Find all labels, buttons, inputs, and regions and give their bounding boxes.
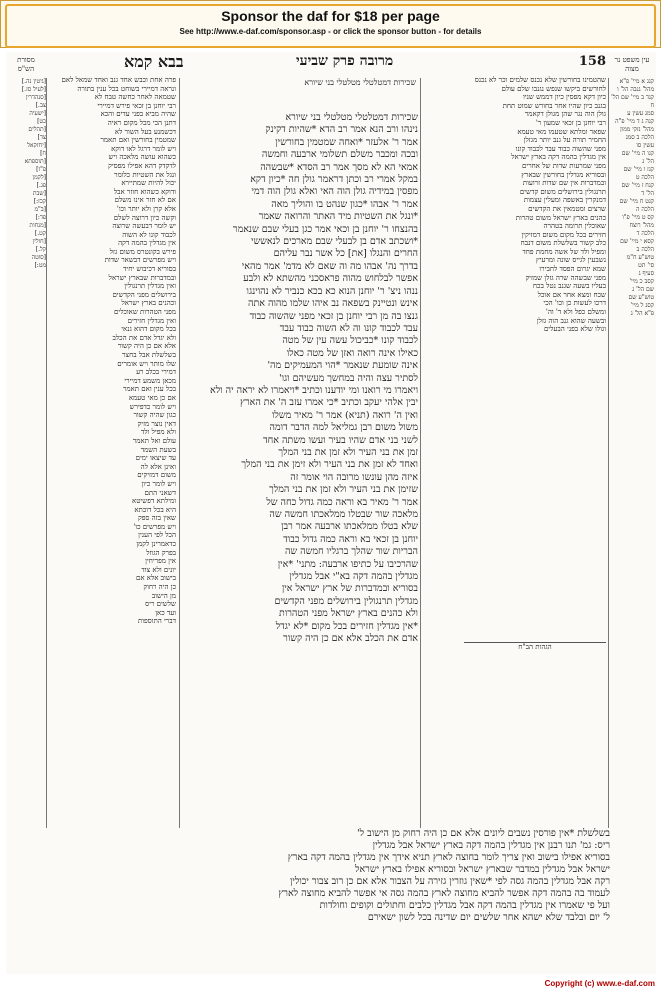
gemara-line: אמר ר' אלעזר *ואחה שמטמין בחורשין [275,136,418,148]
tosafot-line: פרה אחת וכבש אחד גנב ואחד שמאל לאם [61,76,176,84]
masoret-line: [תוספתא [24,158,46,165]
masoret-line: ח] [40,150,46,157]
gemara-bottom [50,828,610,954]
ein-mishpat-column [608,78,654,698]
rashi-line: גולן הוה נגר שהן מגולן דקאמר [524,110,606,119]
gemara-line: מלאכה שור שבטלו ממלאכתו חמשה שה [269,509,418,520]
rashi-line: מפני שמרעות שדות של אחרים [522,161,606,170]
rashi-column [464,76,606,666]
ein-mishpat-line: קנח ז מיי' שם [621,182,654,189]
gemara-bottom-line: ישראל אבל מגדלין במדבר שבארץ ישראל ובסוריא אפילו בארץ ישראל [355,864,610,875]
tosafot-line: דמירי בכלב רע [136,368,176,377]
gemara-line: אפשר לבלחוש מהוה פראסכני מהשתא לא ולבע [243,273,418,285]
tosafot-line: בכל ענין ואם תאמר [122,385,176,394]
tosafot-line: יונים ולא צוד [141,565,176,574]
rashi-line: כהנים בארץ ישראל משום טהרות [515,213,606,222]
tosafot-line: כשהוא עושה מלאכה ויש [108,153,176,162]
rashi-line: נשבעין לגייס שונה ומרעיץ [536,256,606,265]
tosafot-line: רבי יוחנן בן זכאי פירש דמיירי [97,101,176,110]
masoret-line: פג.] [36,182,46,189]
ein-mishpat-header: עין משפט נר מצוה [614,56,650,73]
tosafot-line: משום דמזיקים [137,471,176,480]
tosafot-line: דאין נוצר מזיק [137,419,176,428]
rashi-line: שרצים ומטמאין את הקדשים [528,204,606,213]
gemara-line: אמר ר' אבהו *כגון שנהט בו והוליך מאה [271,198,418,210]
tosafot-line: אין מגדלין בהמה דקה [118,239,176,248]
rashi-line: ובמדברות אין שם שדות זרועות [522,179,606,188]
tosafot-line: ויש לומר כדפירש [129,402,176,411]
gemara-bottom-line: רקה אבל מגדלין בהמה גסה לפי *שאין גוזרין גזירה על הצבור אלא אם כן רוב צבור יכולין [289,876,610,887]
gemara-line: מגדלין תרנגולין בירושלים מפני הקדשים [274,595,418,607]
ein-mishpat-line: הל' ג [642,158,654,165]
tosafot-line: ומילתא דפשיטא [132,497,176,506]
masoret-line: צב.] [35,102,46,109]
ein-mishpat-line: קנג א מיי' פ"א מהל' גנבה הל' ו [617,78,654,93]
gemara-line: הבריות שור שהלך ברגליו חמשה שה [284,546,418,558]
masoret-line: [יחזקאל [27,142,46,149]
tosafot-line: אם לא חזר אינו משלם [114,196,176,205]
tosafot-column [48,76,176,836]
gemara-line: *ושכתב אדם בן לבעלי שבם מארכים לנאששי [250,236,418,248]
chapter-title: מרובה פרק שביעי [296,53,394,69]
rashi-line: בעליו בשעה שגנב נטל בכח [532,282,606,291]
masoret-line: [סנהדרין [25,94,46,101]
tosafot-line: בסוריא דכיבוש יחיד [123,265,176,274]
page-number: 158 [578,54,606,69]
tosafot-line: כגון שהיה קשור [133,411,176,420]
rashi-line: אין מגדלין בהמה דקה בארץ ישראל [511,153,606,162]
gemara-line: שזימן את בני העיר ולא זמן את בני המלך [269,484,418,496]
gemara-bottom-line: ועל פי שאמרו אין מגדלין בהמה דקה אבל מגדלין כלבים וחתולים וקופים וחולדות [319,900,610,911]
column-divider [46,78,47,828]
gemara-line: בסוריא ובמדברות של ארץ ישראל אין [281,583,418,595]
masoret-line: [לקמן [32,174,46,181]
ein-mishpat-line: טוש"ע ח"מ [626,254,654,261]
masoret-line: פ"ז] [36,166,46,173]
ein-mishpat-line: שם הל' ג [632,286,654,293]
ein-mishpat-line: סעיף ג [638,270,654,277]
masoret-line: פד:] [35,214,46,221]
masoret-line: קכז:] [33,198,46,205]
gemara-bottom-line: ל' יום ובלבד שלא ישהא אחר שלשים יום שדינה בכל לשון ישאירם [367,912,610,923]
masoret-line: [לעיל סז.] [21,86,46,93]
ein-mishpat-line: הלכה ה [636,206,654,213]
tosafot-line: ואין מגדלין תרנגולין [124,282,176,291]
gemara-line: לסתיר עצה והיה במחשך מעשיהם וגו' [278,372,418,384]
tosafot-line: ונגל את השטיות כלומר [114,170,176,179]
gemara-bottom-line: ריס: גמ' תנו רבנן אין מגדלין בהמה דקה בארץ ישראל אבל מגדלין [372,840,610,851]
masoret-line: [גיטין נה.] [21,78,46,85]
ein-mishpat-line: עשין סו [636,142,654,149]
rashi-line: לחורשים ביקשו שנפש נגנבו שלם עולם [501,84,606,93]
rashi-line: ובשעה שהוא גנב הוה גזלן [536,316,606,325]
masoret-line: [תהלים [28,126,46,133]
tosafot-line: מכאן משמע דמיירי [124,376,176,385]
tosafot-line: וכהנים בארץ ישראל [121,299,176,308]
rashi-line: ומפיל ולד של אשה מחמת פחד [522,247,606,256]
rashi-line: שהטמינו בחורשין שלא נכנס שלמים וכר לא נכנס [474,76,606,84]
gemara-line: שלא בטלו ממלאכתו ארבעה אמר רבן [281,521,418,533]
column-divider [420,78,421,828]
ein-mishpat-line: מהל' נזקי ממון [620,126,654,133]
tosafot-line: שאין בזה ספק [138,514,176,523]
tosafot-line: אם כן מאי טעמא [128,393,176,402]
tosafot-line: הכל לפי הענין [138,531,176,540]
ein-mishpat-line: קסא י מיי' שם [620,238,654,245]
tosafot-line: ובמדברות שבארץ ישראל [108,273,176,282]
masoret-line: כט] [37,118,46,125]
ein-mishpat-line: קנד ב מיי' שם הל' ח [611,94,654,109]
ein-mishpat-line: קס ט מיי' פ"ו [622,214,654,221]
gemara-line: לכבוד קונו *כביכול עשה עין של מטה [282,335,418,347]
ein-mishpat-line: הל' ד [641,190,654,197]
tosafot-line: בשלשלת אבל בחצר [121,351,176,359]
rashi-line: וגולו שלא בפני הבעלים [543,325,606,334]
tosafot-line: שהיה מביא בפני עדים והכא [100,110,176,119]
rashi-line: שכח ומצא אחר אם אוכל [537,290,606,299]
masoret-line: [ב"מ [34,206,46,213]
gemara-bottom-line: לעמוד בה בהמה דקה אפשר להביא מחוצה לארץ בהמה גסה אי אפשר להביא מחוצה לארץ [278,888,610,899]
gemara-line: ובכה ומכבר משלם תשלומי ארבעה וחמשה [261,149,418,161]
tosafot-line: יכול להיות שמתיירא [121,179,176,188]
ein-mishpat-line: הלכה ב [636,246,654,253]
gemara-line: בהנצחו ר' יוחנן בן וכאי אמר כגן בעלי שבם שנאמר [232,223,418,235]
sponsor-subtitle[interactable]: See http://www.e-daf.com/sponsor.asp - or click the sponsor button - for details [179,27,482,36]
tosafot-line: אלא קרן ולא יותר וכו' [116,204,176,213]
tosafot-line: דתנן הכי מכל מקום ראיה [107,118,176,127]
gemara-line: בדרך נה' אבהו מה וה שאם לא מדמ' אמר מהאי [241,260,418,272]
column-divider [608,78,609,828]
tosafot-line: ונראה דמיירי בשוחט בכל ענין בתורה [77,84,176,93]
gemara-line: *אין מגדלין חזירים בכל מקום *לא יגדל [275,620,418,632]
gemara-line: איזה מהן עונשו מרובה הוי אומר זה [290,471,418,483]
gemara-line: ואחד לא זמן את בני העיר ולא זימן את בני המלך [241,459,418,471]
hagahot-box: הגהות הב"ח [464,642,606,673]
gemara-line: אדם את הכלב אלא אם כן היה קשור [283,633,418,645]
tosafot-line: לדקדק דהא אפילו מפסיק [108,161,176,170]
tosafot-line: ויש לומר כיון [141,479,176,488]
tosafot-line: אלא אם כן היה קשור [117,342,176,351]
ein-mishpat-line: סמג עשין ע [627,110,654,117]
tosafot-line: בישוב אלא אם [135,574,176,583]
tosafot-line: ודוקא כשהוא חוזר אבל [113,187,176,196]
ein-mishpat-line: הלכה ט [635,174,654,181]
rashi-line: שמא יגרום הפסד לחבירו [539,265,606,274]
tosafot-line: היא בכל דוכתא [134,505,176,514]
gemara-line: ולא כהנים בארץ ישראל מפני הטהרות [279,608,418,620]
tosafot-line: וקשה כיון דרוצה לשלם [113,213,176,222]
gemara-line: במקל אמרי רב וכתן דראמר גולן חה *כיון דקא [250,174,418,186]
ein-mishpat-line: פ"א הל' ג [630,310,654,317]
masoret-line: קט.] [34,230,46,237]
rashi-line: דמנקרין באשפה ומעלין עצמות [523,196,606,205]
ein-mishpat-line: קנו ה מיי' שם [621,150,654,157]
gemara-line: יוחנן בן זכאי בא וראה כמה גדול כבוד [283,533,418,545]
gemara-line: מפסין במידיה גולן הוה האי ואלא גולן הוה דמי [251,186,418,198]
gemara-line: זמן את בני העיר ולא זמן את בני המלך [278,446,418,458]
tosafot-line: ואינן אלא לה [140,462,176,471]
tosafot-line: פירש בקונטרס משום גזל [109,247,176,256]
rashi-line: כיון דקא מפסין כיון דממש שניו [522,93,606,102]
rashi-line: החמיר תורה על גנב יותר מגזלן [523,136,606,145]
rashi-line: שפאר ומלתא שטעמו מאי טעמא [517,127,606,136]
gemara-line: עבד לכבוד קונו וה לא השוה כבוד עבד [279,322,418,334]
tosafot-line: עולם ואל תאמר [132,436,176,445]
tosafot-line: ויש מפרשים דבשאר שדות [104,256,176,265]
masoret-line: [מנחות [29,222,46,229]
gemara-line: שהרכיבו על כתיפו ארבעה: מתני' *אין [277,558,418,570]
ein-mishpat-line: קסב כ מיי' [629,278,654,285]
tosafot-line: דכשמנע בעל השור לא [114,127,176,136]
rashi-line: חזירים בכל מקום משום דמזיקין [521,230,606,239]
sponsor-banner[interactable] [0,0,661,48]
tosafot-line: ולא יגדל אדם את הכלב [112,333,176,342]
tosafot-line: יש לומר דבעשה שרוצה [112,222,176,231]
sponsor-banner-box[interactable] [5,4,656,48]
masoret-line: [סוטה [31,254,46,261]
tosafot-line: עד שיצאו ימים [135,454,176,463]
tosafot-line: דשאני התם [144,488,176,497]
copyright-link[interactable]: Copyright (c) www.e-daf.com [544,979,655,988]
tosafot-line: בירושלים מפני הקדשים [112,290,176,299]
gemara-line: ואין ה' רואה (תניא) אמר ר' מאיר משלו [271,409,418,421]
tosafot-line: ויש לומר דרגל לאו דוקא [111,144,176,153]
gemara-line: משול משום רבן גמליאל למה הדבר דומה [269,422,418,434]
tosafot-line: מן הישוב [151,591,176,600]
gemara-opening: שכירות דמטלטלי מטלטלי בני שיורא [304,78,416,87]
rashi-line: דרכו לעשות כן וכו' הכי [543,299,606,308]
masoret-hashas-column [8,78,46,838]
rashi-line: כלב קשור בשלשלת משום דנבח [520,239,606,248]
masoret-line: [חולין [32,238,46,245]
gemara-line: *ונגל את השטיות מיד האתר והרואה שאמר [258,211,418,223]
tosafot-line: שלשים ריס [145,600,176,609]
masoret-line: [שבת [32,190,46,197]
tosafot-line: דברי התוספות [137,617,176,626]
ein-mishpat-line: קסג ל מיי' [630,302,654,309]
tosafot-line: שמטמין בחורשין ואם תאמר [100,136,176,145]
tosafot-line: ואין מגדלין חזירים [127,316,176,325]
tosafot-line: שלו מותר ויש אומרים [117,359,176,368]
gemara-line: אינה שומעת שנאמר *הוי המעמיקים מה' [267,360,418,372]
masoret-line: מט:] [34,262,46,269]
talmud-page [6,52,656,974]
rashi-line: רבי יוחנן בן זכאי שמעון ר' [535,118,606,127]
tosafot-line: מפני הטהרות שאוכלים [113,308,176,317]
ein-mishpat-line: מהל' רוצח [629,222,654,229]
masoret-line: קל.] [35,246,46,253]
ein-mishpat-line: קנה ג ד מיי' פ"ה [615,118,654,125]
rashi-line: שאוכלין תרומה בטהרה [543,222,606,231]
tosafot-line: בכל מקום דהוא גנאי [121,325,176,334]
tosafot-line: ויש מפרשים כו' [133,522,176,531]
tosafot-line: כן היה רחוק [143,583,176,592]
tosafot-line: כדאמרינן לקמן [136,540,176,549]
rashi-line: מפני שהשוה כבוד עבד לכבוד קונו [515,144,606,153]
gemara-line: החרים והנגלו [את] כל אשר נבר עליהם [273,248,418,260]
rashi-line: מפני שבשהה שרה גזלן שמזיק [525,273,606,282]
rashi-line: ובסוריא מגדלין בחורשין שבארץ [521,170,606,179]
gemara-line: יבין אלהי יעקב וכתיב *כי אמרו עזב ה' את הארץ [240,397,418,409]
tosafot-line: אין מפריחין [145,557,176,566]
rashi-line: ומשלם כפל ולא ד' וה' [545,308,606,317]
ein-mishpat-line: טוש"ע שם [628,294,654,301]
gemara-line: שכירות דמטלטלי מטלטלי בני שיורא [285,112,418,123]
rashi-line: תרנגולין בירושלים משום קדשים [519,187,606,196]
masoret-line: [ישעיה [29,110,46,117]
gemara-line: לשני בני אדם שהיו בעיר ועשו משתה אחד [263,434,418,446]
tosafot-line: שטמאה לאחר כחשה טבח לא [94,93,176,102]
gemara-bottom-line: בשלשלת *אין פורסין נשבים ליונים אלא אם כן היה רחוק מן הישוב ל' [357,828,610,839]
tosafot-line: ועד כאן [155,608,176,617]
gemara-line: כאילו אינה רואה ואזן של מטה כאלו [286,347,418,359]
tosafot-line: בשעת השמד [140,445,176,454]
gemara-line: ויאמרו מי רואנו ומי יודענו וכתיב *ויאמרו לא יראה יה ולא [210,384,418,396]
ein-mishpat-line: הלכה ד [636,230,654,237]
gemara-line: אמר ר' מאיר בא וראה כמה גדול כחה של [266,496,418,508]
ein-mishpat-line: קנט ח מיי' שם [619,198,654,205]
gemara-line: ננהו ניצ' ר' יוחנן הנוא כא בכא כנביר לא נהוינגו [246,285,418,297]
masoret-hashas-header: מסורת הש"ס [17,56,35,73]
ein-mishpat-line: סי' תט [638,262,654,269]
gemara-line: נינהו ורב הנא אמר רב הדא *שהיות דקינק [265,124,418,136]
sponsor-title[interactable]: Sponsor the daf for $18 per page [221,8,440,24]
ein-mishpat-line: קנז ו מיי' שם [623,166,654,173]
column-divider [179,78,180,828]
gemara-line: אינש ונטיינק בשפאה נב איהו שלמו מהוה אתה [248,298,418,310]
tosafot-line: ולא מפיל ולד [140,428,176,437]
ein-mishpat-line: הלכה ב סמג [625,134,654,141]
tractate-title: בבא קמא [124,52,184,71]
gemara-line: גנצו בה מן רבי יוחנן בן זכאי מפני שהשוה כבוד [249,310,418,322]
gemara-line: מגדלין בהמה דקה בא"י אבל מגדלין [289,571,418,583]
rashi-line: בגנב כיון שהיו אחר בחורש שמוט תחת [502,101,606,110]
gemara-column [182,112,418,812]
gemara-bottom-line: בסוריא אפילו בישוב ואין צריך לומר בחוצה לארץ תניא אידך אין מגדלין בהמה דקה בארץ [287,852,610,863]
tosafot-line: לכבוד קונו לא השוה [122,230,176,239]
masoret-line: צד] [37,134,46,141]
gemara-line: אמאי הא לא מסך אמר רב הסדא *שבשהה [260,161,418,173]
tosafot-line: בפרק הגוזל [146,548,176,557]
